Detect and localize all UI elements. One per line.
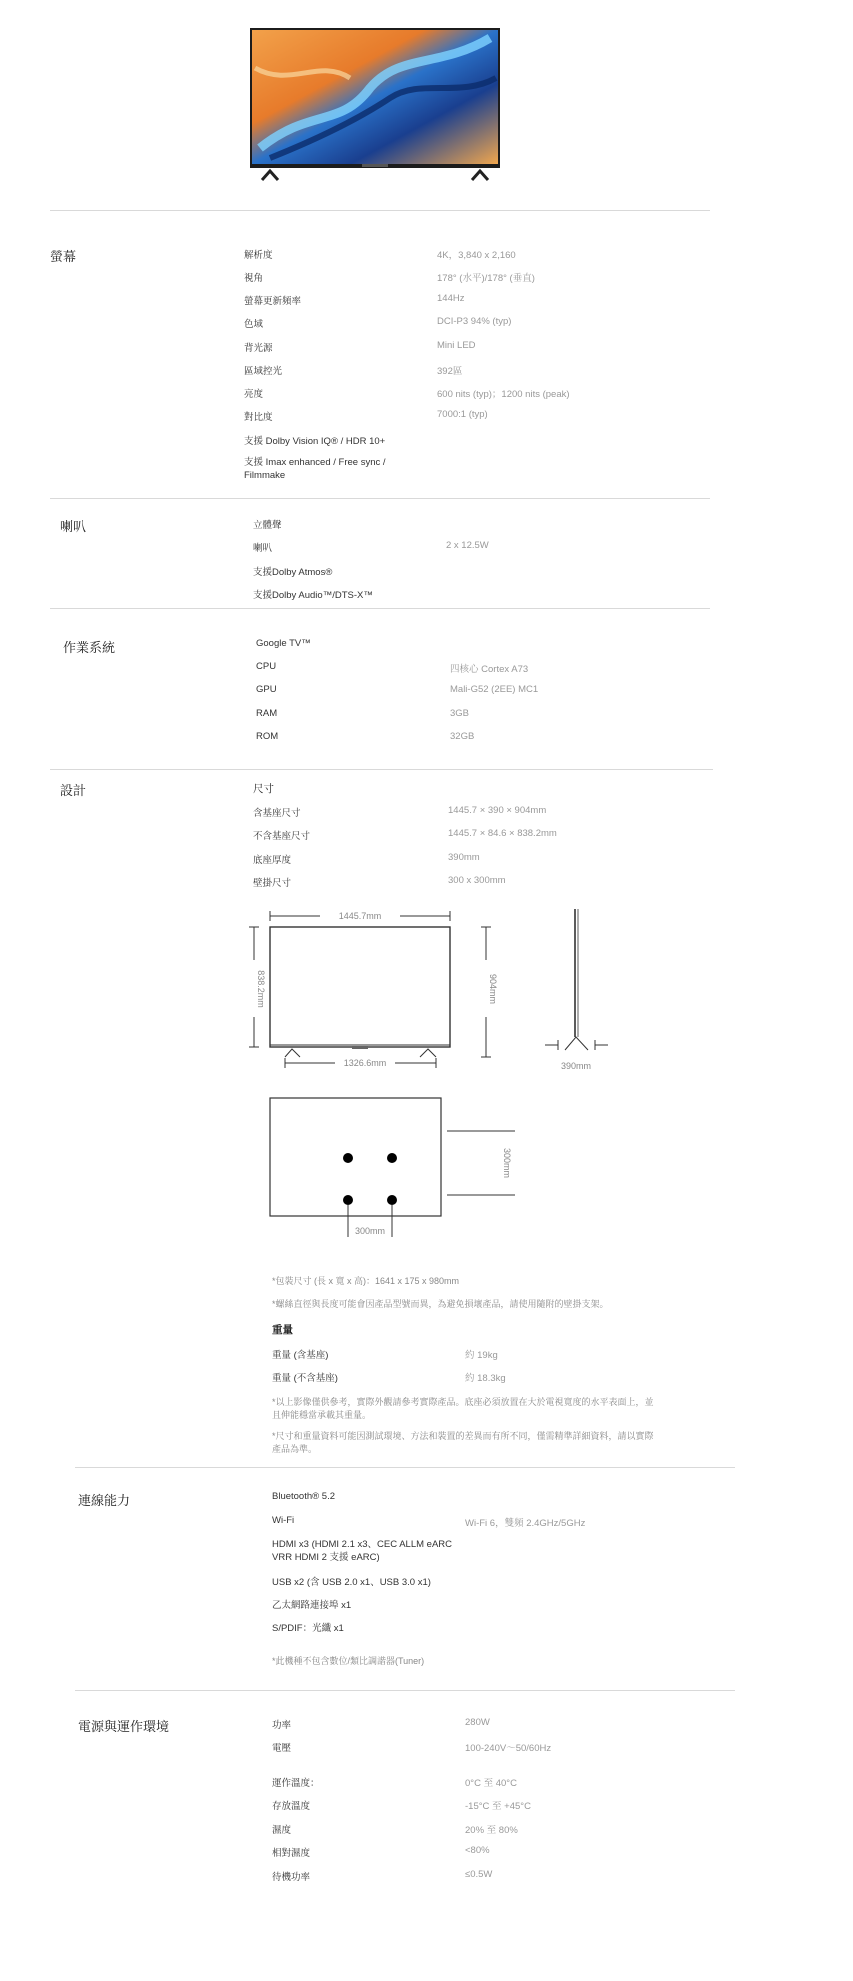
- spec-value: 178° (水平)/178° (垂直): [437, 273, 535, 284]
- section-title-display: 螢幕: [50, 249, 77, 264]
- spec-label: 底座厚度: [253, 855, 292, 866]
- dimension-diagram: [240, 895, 640, 1255]
- divider: [50, 210, 710, 211]
- dim-width-label: 1445.7mm: [338, 911, 382, 921]
- spec-label: 支援Dolby Atmos®: [253, 567, 333, 578]
- spec-label: 乙太網路連接埠 x1: [272, 1600, 352, 1611]
- spec-value: DCI-P3 94% (typ): [437, 316, 512, 327]
- spec-value: 1445.7 × 84.6 × 838.2mm: [448, 828, 557, 839]
- spec-value: 約 18.3kg: [465, 1373, 506, 1384]
- spec-label: 背光源: [244, 343, 273, 354]
- section-title-design: 設計: [60, 783, 87, 798]
- spec-label: S/PDIF：光纖 x1: [272, 1623, 344, 1634]
- spec-value: ≤0.5W: [465, 1869, 493, 1880]
- spec-label: 視角: [244, 273, 264, 284]
- weight-heading: 重量: [272, 1324, 293, 1336]
- spec-value: 7000:1 (typ): [437, 409, 488, 420]
- tuner-note: *此機種不包含數位/類比調諧器(Tuner): [272, 1656, 425, 1666]
- spec-label: 解析度: [244, 250, 273, 261]
- spec-value: 300 x 300mm: [448, 875, 506, 886]
- size-heading: 尺寸: [253, 783, 274, 795]
- section-title-os: 作業系統: [63, 640, 116, 655]
- spec-label: 支援 Dolby Vision IQ® / HDR 10+: [244, 436, 386, 447]
- data-variance-note: *尺寸和重量資料可能因測試環境、方法和裝置的差異而有所不同，僅需精準詳細資料，請以實際產品為準。: [272, 1431, 654, 1454]
- spec-label: 相對濕度: [272, 1848, 311, 1859]
- spec-value: 32GB: [450, 731, 475, 742]
- spec-label: 支援Dolby Audio™/DTS-X™: [253, 590, 373, 601]
- spec-value: 392區: [437, 366, 463, 377]
- spec-label: 重量 (含基座): [272, 1350, 329, 1361]
- spec-label: RAM: [256, 708, 278, 719]
- vesa-height-label: 300mm: [502, 1147, 512, 1179]
- spec-label: 亮度: [244, 389, 264, 400]
- screw-note: *螺絲直徑與長度可能會因產品型號而異，為避免損壞產品，請使用隨附的壁掛支架。: [272, 1299, 609, 1309]
- spec-label: 電壓: [272, 1743, 292, 1754]
- spec-label: 待機功率: [272, 1872, 311, 1883]
- spec-value: Wi-Fi 6，雙頻 2.4GHz/5GHz: [465, 1518, 586, 1529]
- spec-value: 4K，3,840 x 2,160: [437, 250, 516, 261]
- spec-value: 1445.7 × 390 × 904mm: [448, 805, 547, 816]
- spec-label: 存放溫度: [272, 1801, 311, 1812]
- spec-value: 600 nits (typ)；1200 nits (peak): [437, 389, 570, 400]
- spec-label: 對比度: [244, 412, 273, 423]
- dim-depth-label: 390mm: [560, 1061, 592, 1071]
- spec-value: -15°C 至 +45°C: [465, 1801, 531, 1812]
- spec-value: 0°C 至 40°C: [465, 1778, 517, 1789]
- spec-label: Google TV™: [256, 638, 311, 649]
- spec-label: 壁掛尺寸: [253, 878, 292, 889]
- dim-height-label: 838.2mm: [256, 970, 266, 1008]
- spec-label: CPU: [256, 661, 277, 672]
- spec-label: 濕度: [272, 1825, 292, 1836]
- spec-label: 色域: [244, 319, 264, 330]
- spec-label: HDMI x3 (HDMI 2.1 x3、CEC ALLM eARC VRR HDMI 2 支援 eARC): [272, 1539, 453, 1563]
- divider: [50, 608, 710, 609]
- spec-label: 不含基座尺寸: [253, 831, 311, 842]
- section-title-power: 電源與運作環境: [78, 1719, 170, 1734]
- dim-height-stand-label: 904mm: [488, 973, 498, 1005]
- package-size-note: *包裝尺寸 (長 x 寬 x 高)：1641 x 175 x 980mm: [272, 1276, 460, 1286]
- spec-label: 螢幕更新頻率: [244, 296, 302, 307]
- spec-label: 重量 (不含基座): [272, 1373, 338, 1384]
- divider: [75, 1690, 735, 1691]
- spec-label: 支援 Imax enhanced / Free sync / Filmmake: [244, 457, 386, 481]
- spec-value: 100-240V～50/60Hz: [465, 1743, 552, 1754]
- spec-value: 390mm: [448, 852, 480, 863]
- spec-label: 運作溫度：: [272, 1778, 320, 1789]
- spec-value: 20% 至 80%: [465, 1825, 518, 1836]
- spec-value: Mini LED: [437, 340, 476, 351]
- spec-label: Bluetooth® 5.2: [272, 1491, 335, 1502]
- spec-value: 四核心 Cortex A73: [450, 664, 529, 675]
- spec-label: USB x2 (含 USB 2.0 x1、USB 3.0 x1): [272, 1577, 431, 1588]
- spec-label: 喇叭: [253, 543, 273, 554]
- spec-label: Wi-Fi: [272, 1515, 295, 1526]
- image-reference-note: *以上影像僅供參考，實際外觀請參考實際產品。底座必須放置在大於電視寬度的水平表面上，並且伸能穩當承載其重量。: [272, 1397, 654, 1420]
- spec-label: 含基座尺寸: [253, 808, 301, 819]
- divider: [50, 769, 713, 770]
- spec-value: 約 19kg: [465, 1350, 498, 1361]
- spec-label: 功率: [272, 1720, 292, 1731]
- spec-value: 2 x 12.5W: [446, 540, 489, 551]
- section-title-speaker: 喇叭: [60, 519, 87, 534]
- spec-label: ROM: [256, 731, 279, 742]
- spec-value: Mali-G52 (2EE) MC1: [450, 684, 539, 695]
- spec-label: 區域控光: [244, 366, 283, 377]
- vesa-width-label: 300mm: [354, 1226, 386, 1236]
- dim-stand-span-label: 1326.6mm: [343, 1058, 387, 1068]
- spec-value: 144Hz: [437, 293, 465, 304]
- spec-value: 3GB: [450, 708, 470, 719]
- divider: [50, 498, 710, 499]
- spec-label: 立體聲: [253, 520, 282, 531]
- divider: [75, 1467, 735, 1468]
- tv-product-image: [250, 28, 500, 183]
- spec-value: <80%: [465, 1845, 490, 1856]
- section-title-connectivity: 連線能力: [78, 1493, 131, 1508]
- spec-label: GPU: [256, 684, 277, 695]
- spec-value: 280W: [465, 1717, 490, 1728]
